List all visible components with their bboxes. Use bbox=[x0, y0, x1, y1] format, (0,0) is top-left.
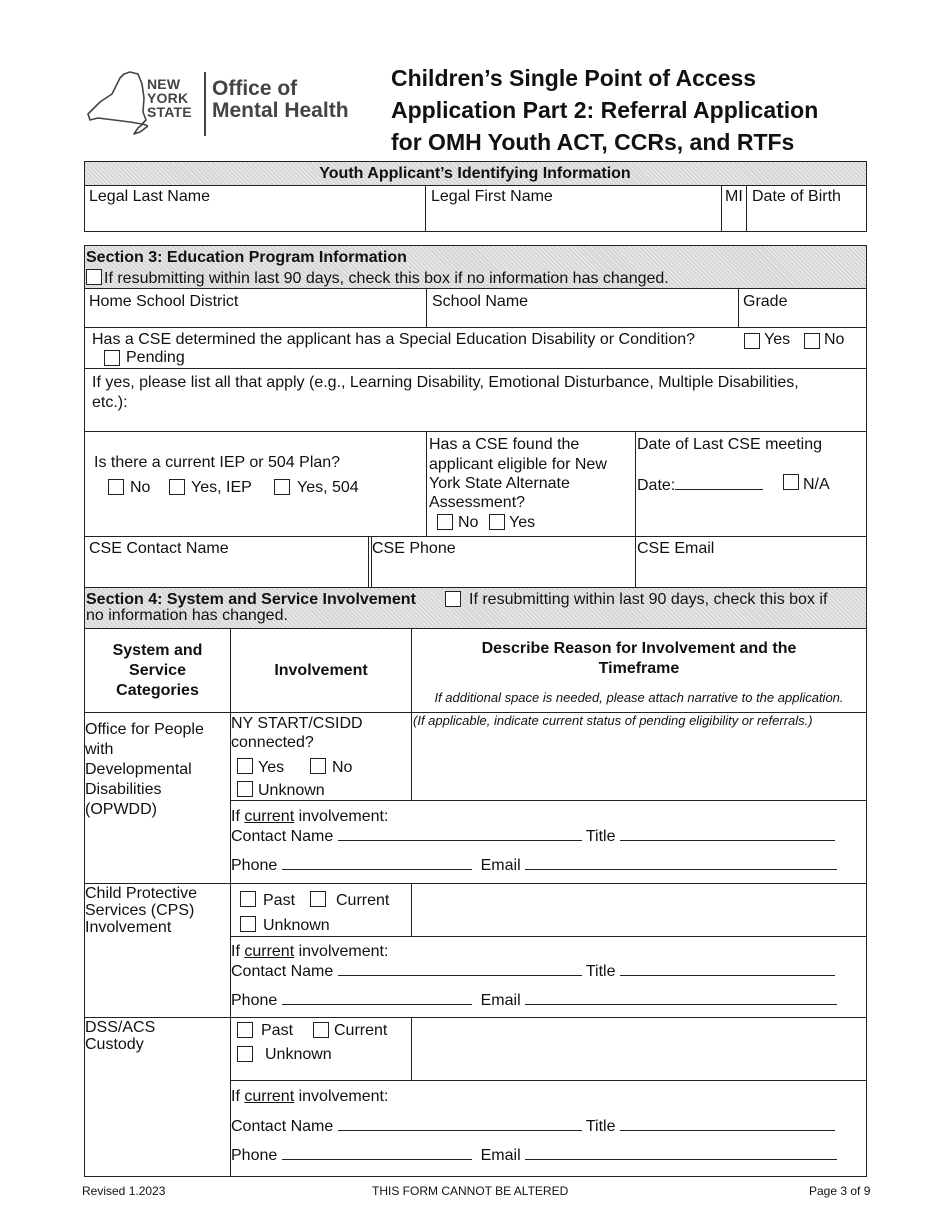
col-header-involvement: Involvement bbox=[274, 662, 368, 679]
iep-yes-iep-label: Yes, IEP bbox=[191, 479, 252, 496]
title-line: Children’s Single Point of Access bbox=[391, 65, 757, 91]
footer-notice: THIS FORM CANNOT BE ALTERED bbox=[372, 1184, 569, 1198]
nysaa-no-label: No bbox=[458, 514, 479, 531]
email-label: Email bbox=[480, 857, 521, 874]
footer-revised: Revised 1.2023 bbox=[82, 1184, 166, 1198]
cps-title-input[interactable] bbox=[620, 961, 835, 976]
legal-last-name-field[interactable]: Legal Last Name bbox=[89, 188, 210, 205]
category-line: (OPWDD) bbox=[85, 801, 157, 818]
phone-label: Phone bbox=[231, 992, 278, 1009]
if-current-text: involvement: bbox=[294, 943, 389, 960]
nysaa-no-checkbox[interactable] bbox=[437, 514, 453, 530]
dss-if-current bbox=[231, 1087, 388, 1106]
dss-category bbox=[85, 1019, 155, 1053]
opwdd-yes-checkbox[interactable] bbox=[237, 758, 253, 774]
dss-phone-row bbox=[231, 1145, 837, 1165]
date-of-birth-field[interactable]: Date of Birth bbox=[752, 188, 841, 205]
cse-contact-name-field[interactable]: CSE Contact Name bbox=[89, 540, 229, 557]
opwdd-email-input[interactable] bbox=[525, 855, 837, 870]
footer-page-number: Page 3 of 9 bbox=[809, 1184, 871, 1198]
dss-phone-input[interactable] bbox=[282, 1145, 472, 1160]
section3-resubmit-checkbox[interactable] bbox=[86, 269, 102, 285]
opwdd-title-input[interactable] bbox=[620, 826, 835, 841]
cps-current-checkbox[interactable] bbox=[310, 891, 326, 907]
cse-email-field[interactable]: CSE Email bbox=[637, 540, 715, 557]
header-line: Categories bbox=[116, 682, 199, 699]
cps-if-current bbox=[231, 942, 388, 961]
cps-past-label: Past bbox=[263, 892, 296, 909]
category-line: Services (CPS) bbox=[85, 902, 195, 919]
new-york-state-wordmark bbox=[147, 77, 192, 119]
home-school-district-field[interactable]: Home School District bbox=[89, 293, 239, 310]
cps-unknown-label: Unknown bbox=[263, 917, 330, 934]
header-line: Describe Reason for Involvement and the bbox=[481, 640, 797, 657]
if-current-text: involvement: bbox=[294, 1088, 389, 1105]
section4-resubmit-checkbox[interactable] bbox=[445, 591, 461, 607]
phone-label: Phone bbox=[231, 1147, 278, 1164]
category-line: with bbox=[85, 741, 114, 758]
title-label: Title bbox=[585, 828, 616, 845]
iep-yes-504-checkbox[interactable] bbox=[274, 479, 290, 495]
header-line: Timeframe bbox=[598, 660, 680, 677]
section4-heading: Section 4: System and Service Involvement bbox=[86, 591, 416, 608]
date-label: Date: bbox=[637, 477, 676, 494]
dss-past-label: Past bbox=[261, 1022, 294, 1039]
cse-disability-no-label: No bbox=[824, 331, 845, 348]
cse-disability-pending-label: Pending bbox=[126, 349, 185, 366]
col-header-categories bbox=[85, 641, 230, 701]
if-current-text: involvement: bbox=[294, 808, 389, 825]
wordmark-line: Office of bbox=[212, 77, 298, 100]
section3-heading: Section 3: Education Program Information bbox=[86, 249, 407, 266]
last-cse-meeting-label: Date of Last CSE meeting bbox=[637, 436, 822, 453]
section4-resubmit-label: no information has changed. bbox=[86, 607, 288, 624]
last-cse-na-checkbox[interactable] bbox=[783, 474, 799, 490]
cse-disability-question: Has a CSE determined the applicant has a Special Education Disability or Condition? bbox=[92, 331, 696, 348]
opwdd-contact-row bbox=[231, 826, 835, 846]
cps-email-input[interactable] bbox=[525, 990, 837, 1005]
cps-past-checkbox[interactable] bbox=[240, 891, 256, 907]
cps-contact-row bbox=[231, 961, 835, 981]
cps-phone-input[interactable] bbox=[282, 990, 472, 1005]
last-cse-na-label: N/A bbox=[803, 476, 830, 493]
iep-no-checkbox[interactable] bbox=[108, 479, 124, 495]
category-line: Child Protective bbox=[85, 885, 198, 902]
iep-no-label: No bbox=[130, 479, 151, 496]
opwdd-if-current bbox=[231, 807, 388, 826]
category-line: Custody bbox=[85, 1036, 144, 1053]
nysaa-question: York State Alternate bbox=[429, 475, 570, 492]
opwdd-start-question: connected? bbox=[231, 734, 314, 751]
cps-category bbox=[85, 885, 197, 936]
cse-phone-field[interactable]: CSE Phone bbox=[372, 540, 456, 557]
cse-disability-yes-label: Yes bbox=[764, 331, 791, 348]
cps-current-label: Current bbox=[336, 892, 390, 909]
iep-yes-504-label: Yes, 504 bbox=[297, 479, 359, 496]
opwdd-phone-input[interactable] bbox=[282, 855, 472, 870]
opwdd-unknown-checkbox[interactable] bbox=[237, 781, 253, 797]
middle-initial-field[interactable]: MI bbox=[725, 188, 743, 205]
wordmark-line: STATE bbox=[147, 104, 192, 120]
opwdd-no-checkbox[interactable] bbox=[310, 758, 326, 774]
dss-unknown-label: Unknown bbox=[265, 1046, 332, 1063]
legal-first-name-field[interactable]: Legal First Name bbox=[431, 188, 553, 205]
if-current-text: If bbox=[231, 808, 245, 825]
category-line: Office for People bbox=[85, 721, 204, 738]
form-title bbox=[391, 62, 861, 158]
nysaa-question: applicant eligible for New bbox=[429, 456, 607, 473]
opwdd-unknown-label: Unknown bbox=[258, 782, 325, 799]
reason-attach-note: If additional space is needed, please attach narrative to the application. bbox=[434, 690, 844, 705]
dss-current-label: Current bbox=[334, 1022, 388, 1039]
wordmark-line: YORK bbox=[147, 90, 189, 106]
if-current-text: If bbox=[231, 943, 245, 960]
opwdd-contact-name-input[interactable] bbox=[338, 826, 582, 841]
dss-email-input[interactable] bbox=[525, 1145, 837, 1160]
opwdd-no-label: No bbox=[332, 759, 353, 776]
contact-name-label: Contact Name bbox=[231, 1118, 334, 1135]
date-input-line[interactable] bbox=[675, 475, 763, 490]
opwdd-reason-note-text: If applicable, indicate current status of pending eligibility or referrals. bbox=[417, 713, 809, 728]
title-line: Application Part 2: Referral Application bbox=[391, 97, 819, 123]
opwdd-start-question: NY START/CSIDD bbox=[231, 715, 363, 732]
school-name-field[interactable]: School Name bbox=[432, 293, 529, 310]
email-label: Email bbox=[480, 1147, 521, 1164]
disability-list-prompt: If yes, please list all that apply (e.g., Learning Disability, Emotional Disturbance, Multiple Disabilities, bbox=[92, 374, 799, 391]
opwdd-phone-row bbox=[231, 855, 837, 875]
opwdd-yes-label: Yes bbox=[258, 759, 285, 776]
ny-state-outline-icon bbox=[86, 68, 148, 142]
header-line: System and bbox=[112, 642, 203, 659]
identifying-heading: Youth Applicant’s Identifying Information bbox=[319, 165, 631, 182]
category-line: Developmental bbox=[85, 761, 192, 778]
contact-name-label: Contact Name bbox=[231, 963, 334, 980]
category-line: Involvement bbox=[85, 919, 172, 936]
last-cse-date-field[interactable] bbox=[637, 475, 763, 495]
wordmark-line: NEW bbox=[147, 76, 181, 92]
dss-contact-name-input[interactable] bbox=[338, 1116, 582, 1131]
if-current-underlined: current bbox=[244, 1088, 295, 1105]
col-header-reason bbox=[412, 639, 866, 679]
dss-contact-row bbox=[231, 1116, 835, 1136]
cps-unknown-checkbox[interactable] bbox=[240, 916, 256, 932]
section3-resubmit-label: If resubmitting within last 90 days, check this box if no information has changed. bbox=[104, 270, 669, 287]
title-label: Title bbox=[585, 963, 616, 980]
if-current-underlined: current bbox=[244, 943, 295, 960]
grade-field[interactable]: Grade bbox=[743, 293, 788, 310]
nysaa-yes-label: Yes bbox=[509, 514, 536, 531]
opwdd-category bbox=[85, 720, 204, 820]
logo-divider bbox=[204, 72, 206, 136]
title-line: for OMH Youth ACT, CCRs, and RTFs bbox=[391, 129, 795, 155]
cse-disability-no-checkbox[interactable] bbox=[804, 333, 820, 349]
dss-unknown-checkbox[interactable] bbox=[237, 1046, 253, 1062]
dss-past-checkbox[interactable] bbox=[237, 1022, 253, 1038]
dss-current-checkbox[interactable] bbox=[313, 1022, 329, 1038]
title-label: Title bbox=[585, 1118, 616, 1135]
phone-label: Phone bbox=[231, 857, 278, 874]
office-of-mental-health-wordmark bbox=[212, 78, 349, 122]
iep-question: Is there a current IEP or 504 Plan? bbox=[94, 454, 341, 471]
opwdd-reason-note: (If applicable, indicate current status of pending eligibility or referrals.) bbox=[413, 713, 813, 728]
cse-disability-yes-checkbox[interactable] bbox=[744, 333, 760, 349]
nys-omh-logo bbox=[86, 68, 358, 142]
if-current-underlined: current bbox=[244, 808, 295, 825]
cps-contact-name-input[interactable] bbox=[338, 961, 582, 976]
wordmark-line: Mental Health bbox=[212, 99, 349, 122]
category-line: Disabilities bbox=[85, 781, 162, 798]
nysaa-question: Assessment? bbox=[429, 494, 526, 511]
category-line: DSS/ACS bbox=[85, 1019, 156, 1036]
dss-title-input[interactable] bbox=[620, 1116, 835, 1131]
iep-yes-iep-checkbox[interactable] bbox=[169, 479, 185, 495]
email-label: Email bbox=[480, 992, 521, 1009]
disability-list-prompt: etc.): bbox=[92, 394, 128, 411]
nysaa-question: Has a CSE found the bbox=[429, 436, 580, 453]
contact-name-label: Contact Name bbox=[231, 828, 334, 845]
cps-phone-row bbox=[231, 990, 837, 1010]
if-current-text: If bbox=[231, 1088, 245, 1105]
section4-resubmit-label: If resubmitting within last 90 days, check this box if bbox=[469, 591, 828, 608]
cse-disability-pending-checkbox[interactable] bbox=[104, 350, 120, 366]
nysaa-yes-checkbox[interactable] bbox=[489, 514, 505, 530]
header-line: Service bbox=[129, 662, 186, 679]
